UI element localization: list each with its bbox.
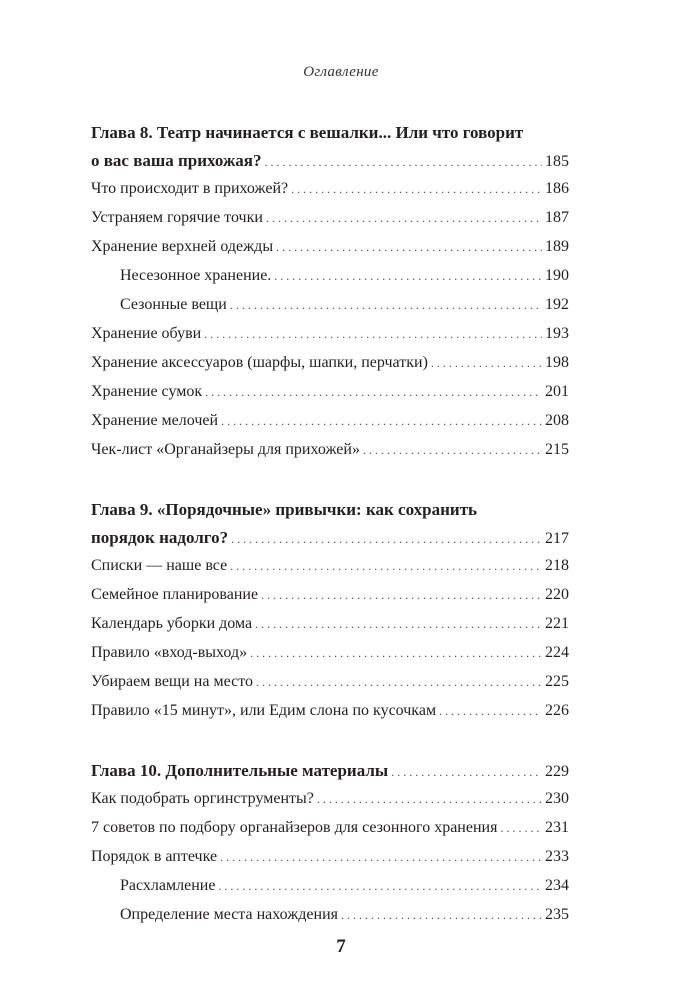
entry-page: 233	[545, 848, 569, 865]
toc-entry[interactable]	[91, 671, 569, 693]
toc-entry[interactable]	[91, 352, 569, 374]
table-of-contents	[91, 110, 569, 926]
entry-page: 198	[545, 354, 569, 371]
entry-page: 217	[545, 530, 569, 547]
entry-page: 192	[545, 296, 569, 313]
toc-subentry[interactable]	[91, 294, 569, 316]
entry-page: 201	[545, 383, 569, 400]
entry-title: Хранение мелочей	[91, 412, 219, 429]
entry-page: 226	[545, 702, 569, 719]
entry-page: 189	[545, 238, 569, 255]
chapter-title: Глава 8. Театр начинается с вешалки... Или что говорит	[91, 123, 524, 142]
toc-entry[interactable]	[91, 613, 569, 635]
toc-entry[interactable]	[91, 439, 569, 461]
toc-entry[interactable]	[91, 555, 569, 577]
entry-title: Глава 10. Дополнительные материалы	[91, 761, 389, 780]
entry-page: 221	[545, 615, 569, 632]
toc-subentry[interactable]	[91, 875, 569, 897]
dot-leader	[317, 788, 542, 810]
dot-leader	[205, 381, 542, 403]
entry-title: Как подобрать оргинструменты?	[91, 790, 314, 807]
entry-page: 234	[545, 877, 569, 894]
toc-entry[interactable]	[91, 207, 569, 229]
dot-leader	[265, 150, 542, 173]
dot-leader	[261, 584, 542, 606]
entry-title: Хранение обуви	[91, 325, 202, 342]
chapter-title-entry[interactable]	[91, 527, 569, 549]
dot-leader	[250, 642, 542, 664]
entry-page: 235	[545, 906, 569, 923]
entry-title: Расхламление	[120, 877, 216, 894]
entry-title: Определение места нахождения	[120, 906, 339, 923]
page-number: 7	[336, 936, 346, 957]
entry-page: 186	[545, 180, 569, 197]
chapter-10	[91, 760, 569, 926]
entry-title: о вас ваша прихожая?	[91, 151, 262, 170]
dot-leader	[276, 236, 542, 258]
chapter-gap	[91, 722, 569, 748]
dot-leader	[391, 760, 542, 783]
dot-leader	[218, 875, 542, 897]
entry-title: порядок надолго?	[91, 528, 229, 547]
entry-page: 187	[545, 209, 569, 226]
entry-title: Календарь уборки дома	[91, 615, 253, 632]
dot-leader	[221, 410, 542, 432]
toc-entry[interactable]	[91, 817, 569, 839]
entry-page: 225	[545, 673, 569, 690]
entry-title: Убираем вещи на место	[91, 673, 253, 690]
entry-title: Списки — наше все	[91, 557, 228, 574]
entry-page: 185	[545, 153, 569, 170]
entry-page: 193	[545, 325, 569, 342]
toc-entry[interactable]	[91, 700, 569, 722]
dot-leader	[363, 439, 542, 461]
entry-page: 190	[545, 267, 569, 284]
dot-leader	[204, 323, 542, 345]
entry-title: Правило «15 минут», или Едим слона по кусочкам	[91, 702, 437, 719]
entry-page: 224	[545, 644, 569, 661]
dot-leader	[230, 294, 542, 316]
dot-leader	[341, 904, 542, 926]
entry-page: 231	[545, 819, 569, 836]
dot-leader	[431, 352, 542, 374]
entry-title: Хранение аксессуаров (шарфы, шапки, перчатки)	[91, 354, 428, 371]
dot-leader	[255, 613, 542, 635]
toc-entry[interactable]	[91, 323, 569, 345]
entry-title: 7 советов по подбору органайзеров для сезонного хранения	[91, 819, 498, 836]
toc-subentry[interactable]	[91, 904, 569, 926]
dot-leader	[230, 555, 542, 577]
chapter-title-entry[interactable]	[91, 150, 569, 172]
dot-leader	[220, 846, 542, 868]
entry-page: 215	[545, 441, 569, 458]
dot-leader	[231, 527, 542, 550]
entry-title: Сезонные вещи	[120, 296, 227, 313]
toc-subentry[interactable]	[91, 265, 569, 287]
chapter-gap	[91, 461, 569, 487]
dot-leader	[500, 817, 542, 839]
entry-title: Хранение верхней одежды	[91, 238, 274, 255]
toc-entry[interactable]	[91, 846, 569, 868]
chapter-title-entry[interactable]	[91, 760, 569, 782]
entry-title: Правило «вход-выход»	[91, 644, 248, 661]
dot-leader	[256, 671, 542, 693]
entry-page: 208	[545, 412, 569, 429]
running-head: Оглавление	[303, 64, 379, 80]
toc-entry[interactable]	[91, 584, 569, 606]
chapter-9	[91, 499, 569, 722]
chapter-title: Глава 9. «Порядочные» привычки: как сохранить	[91, 500, 478, 519]
toc-entry[interactable]	[91, 788, 569, 810]
entry-title: Хранение сумок	[91, 383, 203, 400]
entry-title: Семейное планирование	[91, 586, 259, 603]
entry-page: 229	[545, 763, 569, 780]
entry-title: Порядок в аптечке	[91, 848, 218, 865]
entry-page: 230	[545, 790, 569, 807]
dot-leader	[439, 700, 542, 722]
entry-title: Что происходит в прихожей?	[91, 180, 289, 197]
entry-title: Несезонное хранение.	[120, 267, 272, 284]
toc-entry[interactable]	[91, 642, 569, 664]
dot-leader	[274, 265, 542, 287]
entry-title: Устраняем горячие точки	[91, 209, 263, 226]
toc-entry[interactable]	[91, 410, 569, 432]
entry-page: 218	[545, 557, 569, 574]
toc-entry[interactable]	[91, 236, 569, 258]
dot-leader	[266, 207, 542, 229]
toc-entry[interactable]	[91, 381, 569, 403]
dot-leader	[291, 178, 542, 200]
chapter-8	[91, 122, 569, 461]
entry-title: Чек-лист «Органайзеры для прихожей»	[91, 441, 360, 458]
toc-entry[interactable]	[91, 178, 569, 200]
entry-page: 220	[545, 586, 569, 603]
